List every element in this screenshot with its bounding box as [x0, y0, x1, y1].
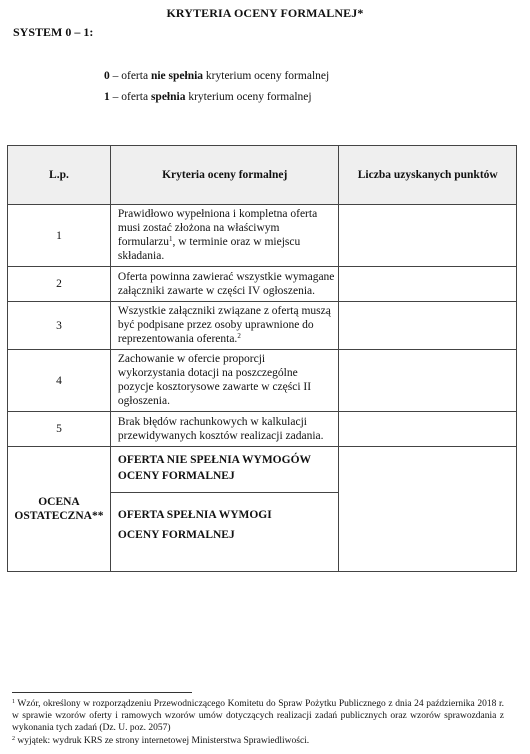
footnote-text: wyjątek: wydruk KRS ze strony internetowej Ministerstwa Sprawiedliwości.: [15, 736, 310, 746]
final-assessment-label: [8, 447, 111, 572]
final-points-cell[interactable]: [339, 447, 517, 572]
footnote-1: [12, 698, 504, 734]
footnote-ref: 2: [237, 332, 241, 340]
criterion-text: [110, 412, 339, 447]
criterion-text: [110, 302, 339, 350]
points-cell[interactable]: [339, 267, 517, 302]
table-row: [8, 412, 517, 447]
legend-text: – oferta: [109, 91, 151, 103]
scoring-legend: [104, 66, 329, 108]
option-fail-line: OFERTA NIE SPEŁNIA WYMOGÓW: [117, 454, 312, 466]
row-number: 4: [8, 350, 111, 412]
footnote-ref: 1: [169, 235, 173, 243]
criterion-text-part: Oferta powinna zawierać wszystkie wymagane załączniki zawarte w części IV ogłoszenia.: [117, 270, 335, 297]
footnote-mark: 2: [12, 736, 15, 742]
option-fail[interactable]: [111, 447, 339, 493]
points-cell[interactable]: [339, 205, 517, 267]
criterion-text: [110, 205, 339, 267]
legend-text: – oferta: [109, 70, 151, 82]
legend-emphasis: spełnia: [150, 91, 186, 103]
points-cell[interactable]: [339, 350, 517, 412]
criterion-text: [110, 267, 339, 302]
footnote-divider: [12, 692, 192, 693]
criterion-text-part: Brak błędów rachunkowych w kalkulacji przewidywanych kosztów realizacji zadania.: [117, 415, 324, 442]
legend-text: kryterium oceny formalnej: [185, 91, 312, 103]
criterion-text-part: Zachowanie w ofercie proporcji wykorzystania dotacji na poszczególne pozycje kosztorysowe zawarte w części II ogłoszenia.: [117, 353, 312, 407]
criterion-text-part: Wszystkie załączniki związane z ofertą muszą być podpisane przez osoby uprawnione do reprezentowania oferenta.: [117, 305, 331, 345]
legend-text: kryterium oceny formalnej: [203, 70, 330, 82]
legend-item-1: [104, 87, 329, 108]
option-pass-line: OFERTA SPEŁNIA WYMOGI: [117, 509, 272, 521]
final-label-line: OSTATECZNA**: [14, 510, 104, 522]
header-lp: L.p.: [8, 146, 111, 205]
final-options: [110, 447, 339, 572]
points-cell[interactable]: [339, 412, 517, 447]
legend-item-0: [104, 66, 329, 87]
table-row: [8, 350, 517, 412]
footnote-text: Wzór, określony w rozporządzeniu Przewodniczącego Komitetu do Spraw Pożytku Publicznego z dnia 24 października 2018 r. w sprawie wzorów oferty i ramowych wzorów umów dotyczących realizacji zadań publicznych oraz wzorów sprawozdania z wykonania tych zadań (Dz. U. poz. 2057): [12, 699, 504, 733]
row-number: 2: [8, 267, 111, 302]
row-number: 5: [8, 412, 111, 447]
header-criteria: Kryteria oceny formalnej: [110, 146, 339, 205]
header-points: Liczba uzyskanych punktów: [339, 146, 517, 205]
criterion-text-part: , w terminie oraz w miejscu składania.: [117, 236, 301, 262]
legend-value: 0: [104, 70, 110, 82]
final-row: [8, 447, 517, 572]
legend-emphasis: nie spełnia: [150, 70, 204, 82]
criterion-text: [110, 350, 339, 412]
option-pass[interactable]: [111, 493, 339, 553]
row-number: 3: [8, 302, 111, 350]
system-label: SYSTEM 0 – 1:: [13, 25, 94, 39]
table-header-row: [8, 146, 517, 205]
footnote-mark: 1: [12, 699, 15, 705]
final-label-line: OCENA: [38, 496, 80, 508]
option-pass-line: OCENY FORMALNEJ: [117, 529, 235, 541]
document-title: KRYTERIA OCENY FORMALNEJ*: [166, 6, 364, 20]
table-row: [8, 205, 517, 267]
criterion-text-part: Prawidłowo wypełniona i kompletna oferta musi zostać złożona na właściwym formularzu: [117, 208, 318, 248]
option-fail-line: OCENY FORMALNEJ: [117, 470, 235, 482]
table-row: [8, 302, 517, 350]
footnote-2: [12, 735, 504, 747]
criteria-table: [7, 145, 517, 572]
table-row: [8, 267, 517, 302]
points-cell[interactable]: [339, 302, 517, 350]
row-number: 1: [8, 205, 111, 267]
legend-value: 1: [104, 91, 110, 103]
